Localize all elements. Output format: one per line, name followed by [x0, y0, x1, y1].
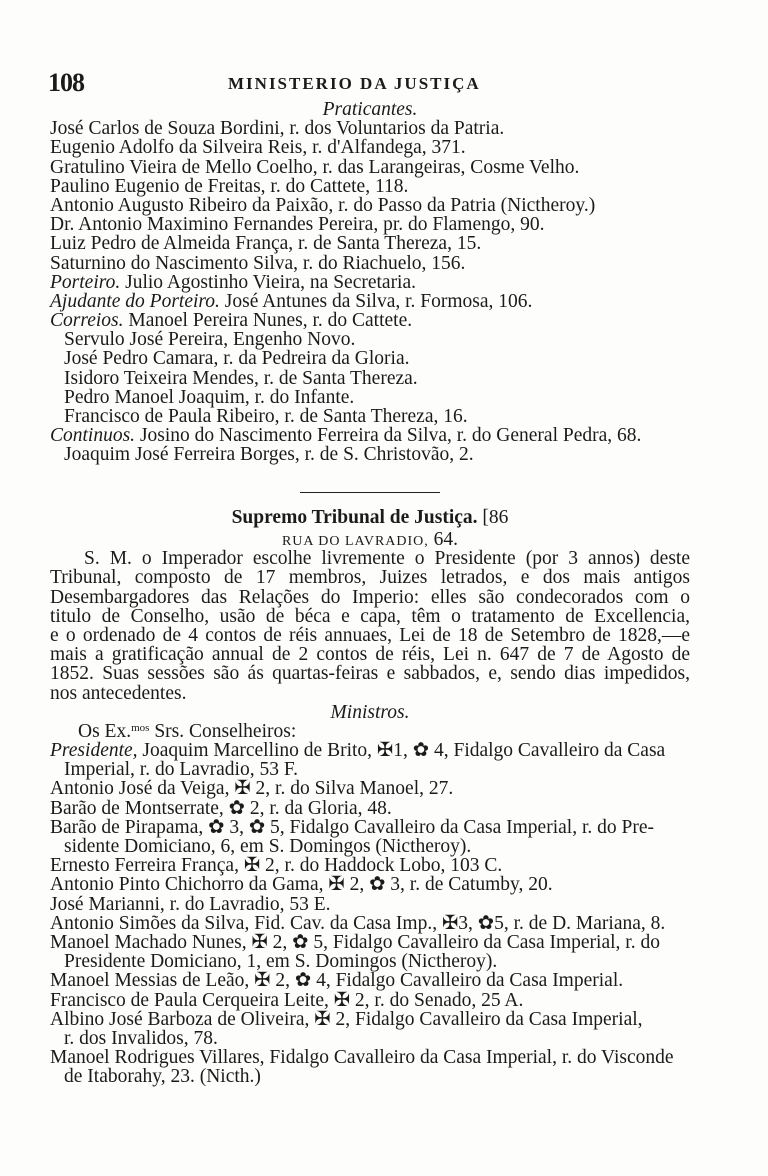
staff-list [50, 100, 690, 465]
paragraph-line: 1852. Suas sessões são ás quartas-feiras e sabbados, e, sendo dias impedidos, [50, 663, 690, 685]
street-name: RUA DO LAVRADIO, [281, 534, 429, 549]
minister-entry-text: r. dos Invalidos, 78. [64, 1027, 218, 1049]
minister-entry-text: Barão de Pirapama, ✿ 3, ✿ 5, Fidalgo Cavalleiro da Casa Imperial, r. do Pre- [50, 816, 654, 838]
minister-entry [50, 1029, 690, 1048]
staff-line [50, 330, 690, 349]
tribunal-section [50, 508, 690, 1086]
salutation-pre: Os Ex. [78, 720, 132, 742]
minister-entry [50, 933, 690, 952]
street-number: 64. [428, 529, 459, 550]
staff-line [50, 119, 690, 138]
staff-line-label: Correios. [50, 310, 124, 332]
staff-line [50, 292, 690, 311]
section-street [50, 530, 690, 549]
staff-line [50, 388, 690, 407]
minister-entry [50, 1010, 690, 1029]
minister-entry [50, 818, 690, 837]
salutation-sup: mos [131, 721, 150, 734]
minister-entry [50, 971, 690, 990]
minister-entry-text: Manoel Machado Nunes, ✠ 2, ✿ 5, Fidalgo Cavalleiro da Casa Imperial, r. do [50, 931, 660, 953]
minister-entry-text: Manoel Rodrigues Villares, Fidalgo Cavalleiro da Casa Imperial, r. do Visconde [50, 1047, 674, 1069]
staff-line-label: Ajudante do Porteiro. [50, 290, 220, 312]
section-title [50, 508, 690, 530]
paragraph-line: Tribunal, composto de 17 membros, Juizes letrados, e dos mais antigos [50, 567, 690, 589]
minister-entry-text: Antonio José da Veiga, ✠ 2, r. do Silva Manoel, 27. [50, 778, 454, 800]
staff-line-text: Dr. Antonio Maximino Fernandes Pereira, pr. do Flamengo, 90. [50, 214, 545, 236]
staff-line-text: Manoel Pereira Nunes, r. do Cattete. [123, 310, 413, 332]
minister-entry-text: Presidente Domiciano, 1, em S. Domingos (Nictheroy). [64, 951, 498, 973]
staff-line-text: José Antunes da Silva, r. Formosa, 106. [219, 290, 533, 312]
minister-entry-text: Manoel Messias de Leão, ✠ 2, ✿ 4, Fidalgo Cavalleiro da Casa Imperial. [50, 970, 624, 992]
staff-line [50, 311, 690, 330]
staff-line-text: Antonio Augusto Ribeiro da Paixão, r. do Passo da Patria (Nictheroy.) [50, 194, 596, 216]
minister-entry [50, 1067, 690, 1086]
staff-line-text: Paulino Eugenio de Freitas, r. do Cattete, 118. [50, 175, 409, 197]
staff-line-text: Isidoro Teixeira Mendes, r. de Santa Thereza. [64, 367, 418, 389]
staff-line-text: Joaquim José Ferreira Borges, r. de S. Christovão, 2. [64, 444, 474, 466]
paragraph-line: mais a gratificação annual de 2 contos de réis, Lei n. 647 de 7 de Agosto de [50, 644, 690, 666]
minister-entry-text: sidente Domiciano, 6, em S. Domingos (Nictheroy). [64, 836, 472, 857]
staff-line [50, 407, 690, 426]
staff-line-text: Julio Agostinho Vieira, na Secretaria. [120, 271, 417, 293]
staff-line [50, 196, 690, 215]
paragraph-line: titulo de Conselho, usão de béca e capa, têm o tratamento de Excellencia, [50, 605, 690, 627]
minister-entry [50, 952, 690, 971]
minister-entry-text: Albino José Barboza de Oliveira, ✠ 2, Fidalgo Cavalleiro da Casa Imperial, [50, 1008, 643, 1030]
minister-entry [50, 875, 690, 894]
staff-line-text: Eugenio Adolfo da Silveira Reis, r. d'Alfandega, 371. [50, 137, 466, 159]
minister-entry-label: Presidente, [50, 740, 138, 762]
minister-entry-text: José Marianni, r. do Lavradio, 53 E. [50, 893, 331, 915]
staff-line-label: Continuos. [50, 425, 136, 447]
section-divider [300, 492, 440, 493]
staff-line [50, 177, 690, 196]
staff-line [50, 426, 690, 445]
section-paragraph [50, 549, 690, 703]
minister-entry-text: Antonio Simões da Silva, Fid. Cav. da Casa Imp., ✠3, ✿5, r. de D. Mariana, 8. [50, 912, 666, 934]
staff-line [50, 158, 690, 177]
paragraph-line: nos antecedentes. [50, 682, 187, 704]
minister-entry [50, 799, 690, 818]
staff-line-text: Pedro Manoel Joaquim, r. do Infante. [64, 386, 355, 408]
minister-entry [50, 856, 690, 875]
minister-entry [50, 760, 690, 779]
minister-entry [50, 914, 690, 933]
salutation-post: Srs. Conselheiros: [149, 720, 297, 742]
minister-entry [50, 895, 690, 914]
staff-line-text: José Pedro Camara, r. da Pedreira da Gloria. [64, 348, 410, 370]
staff-line-text: Josino do Nascimento Ferreira da Silva, r. do General Pedra, 68. [135, 425, 642, 447]
minister-entry-text: de Itaborahy, 23. (Nicth.) [64, 1066, 261, 1088]
minister-entry [50, 837, 690, 856]
ministros-heading: Ministros. [330, 701, 410, 723]
staff-line [50, 445, 690, 464]
staff-line [50, 349, 690, 368]
minister-entry-text: Barão de Montserrate, ✿ 2, r. da Gloria, 48. [50, 797, 392, 819]
staff-line-text: Francisco de Paula Ribeiro, r. de Santa Thereza, 16. [64, 406, 468, 427]
staff-line-text: Saturnino do Nascimento Silva, r. do Riachuelo, 156. [50, 252, 466, 274]
minister-entry [50, 779, 690, 798]
minister-entry [50, 741, 690, 760]
minister-entry [50, 1048, 690, 1067]
page-header [48, 68, 688, 98]
section-title-text: Supremo Tribunal de Justiça. [231, 507, 478, 528]
minister-entry-text: Antonio Pinto Chichorro da Gama, ✠ 2, ✿ 3, r. de Catumby, 20. [50, 874, 553, 896]
staff-line [50, 234, 690, 253]
minister-entry-text: Joaquim Marcellino de Brito, ✠1, ✿ 4, Fidalgo Cavalleiro da Casa [137, 740, 666, 762]
staff-line [50, 369, 690, 388]
staff-line-text: Luiz Pedro de Almeida França, r. de Santa Thereza, 15. [50, 233, 482, 255]
staff-line-text: Servulo José Pereira, Engenho Novo. [64, 329, 356, 351]
staff-line [50, 254, 690, 273]
minister-entry-text: Ernesto Ferreira França, ✠ 2, r. do Haddock Lobo, 103 C. [50, 855, 503, 877]
staff-line-text: Gratulino Vieira de Mello Coelho, r. das Larangeiras, Cosme Velho. [50, 156, 580, 178]
minister-entry-text: Francisco de Paula Cerqueira Leite, ✠ 2, r. do Senado, 25 A. [50, 989, 524, 1011]
staff-line [50, 215, 690, 234]
minister-entry [50, 991, 690, 1010]
staff-lines [50, 119, 690, 464]
staff-line-text: José Carlos de Souza Bordini, r. dos Voluntarios da Patria. [50, 118, 505, 140]
minister-entry-text: Imperial, r. do Lavradio, 53 F. [64, 759, 299, 781]
staff-line [50, 138, 690, 157]
ministros-list [50, 741, 690, 1086]
salutation [50, 722, 690, 741]
praticantes-heading: Praticantes. [322, 99, 418, 120]
staff-line [50, 273, 690, 292]
page-number: 108 [48, 68, 84, 97]
staff-line-label: Porteiro. [50, 271, 121, 293]
paragraph-line: S. M. o Imperador escolhe livremente o Presidente (por 3 annos) deste [84, 548, 690, 570]
section-title-number: [86 [477, 507, 509, 528]
paragraph-line: Desembargadores das Relações do Imperio: elles são condecorados com o [50, 586, 690, 608]
running-title: MINISTERIO DA JUSTIÇA [228, 74, 481, 93]
paragraph-line: e o ordenado de 4 contos de réis annuaes, Lei de 18 de Setembro de 1828,—e [50, 624, 690, 646]
